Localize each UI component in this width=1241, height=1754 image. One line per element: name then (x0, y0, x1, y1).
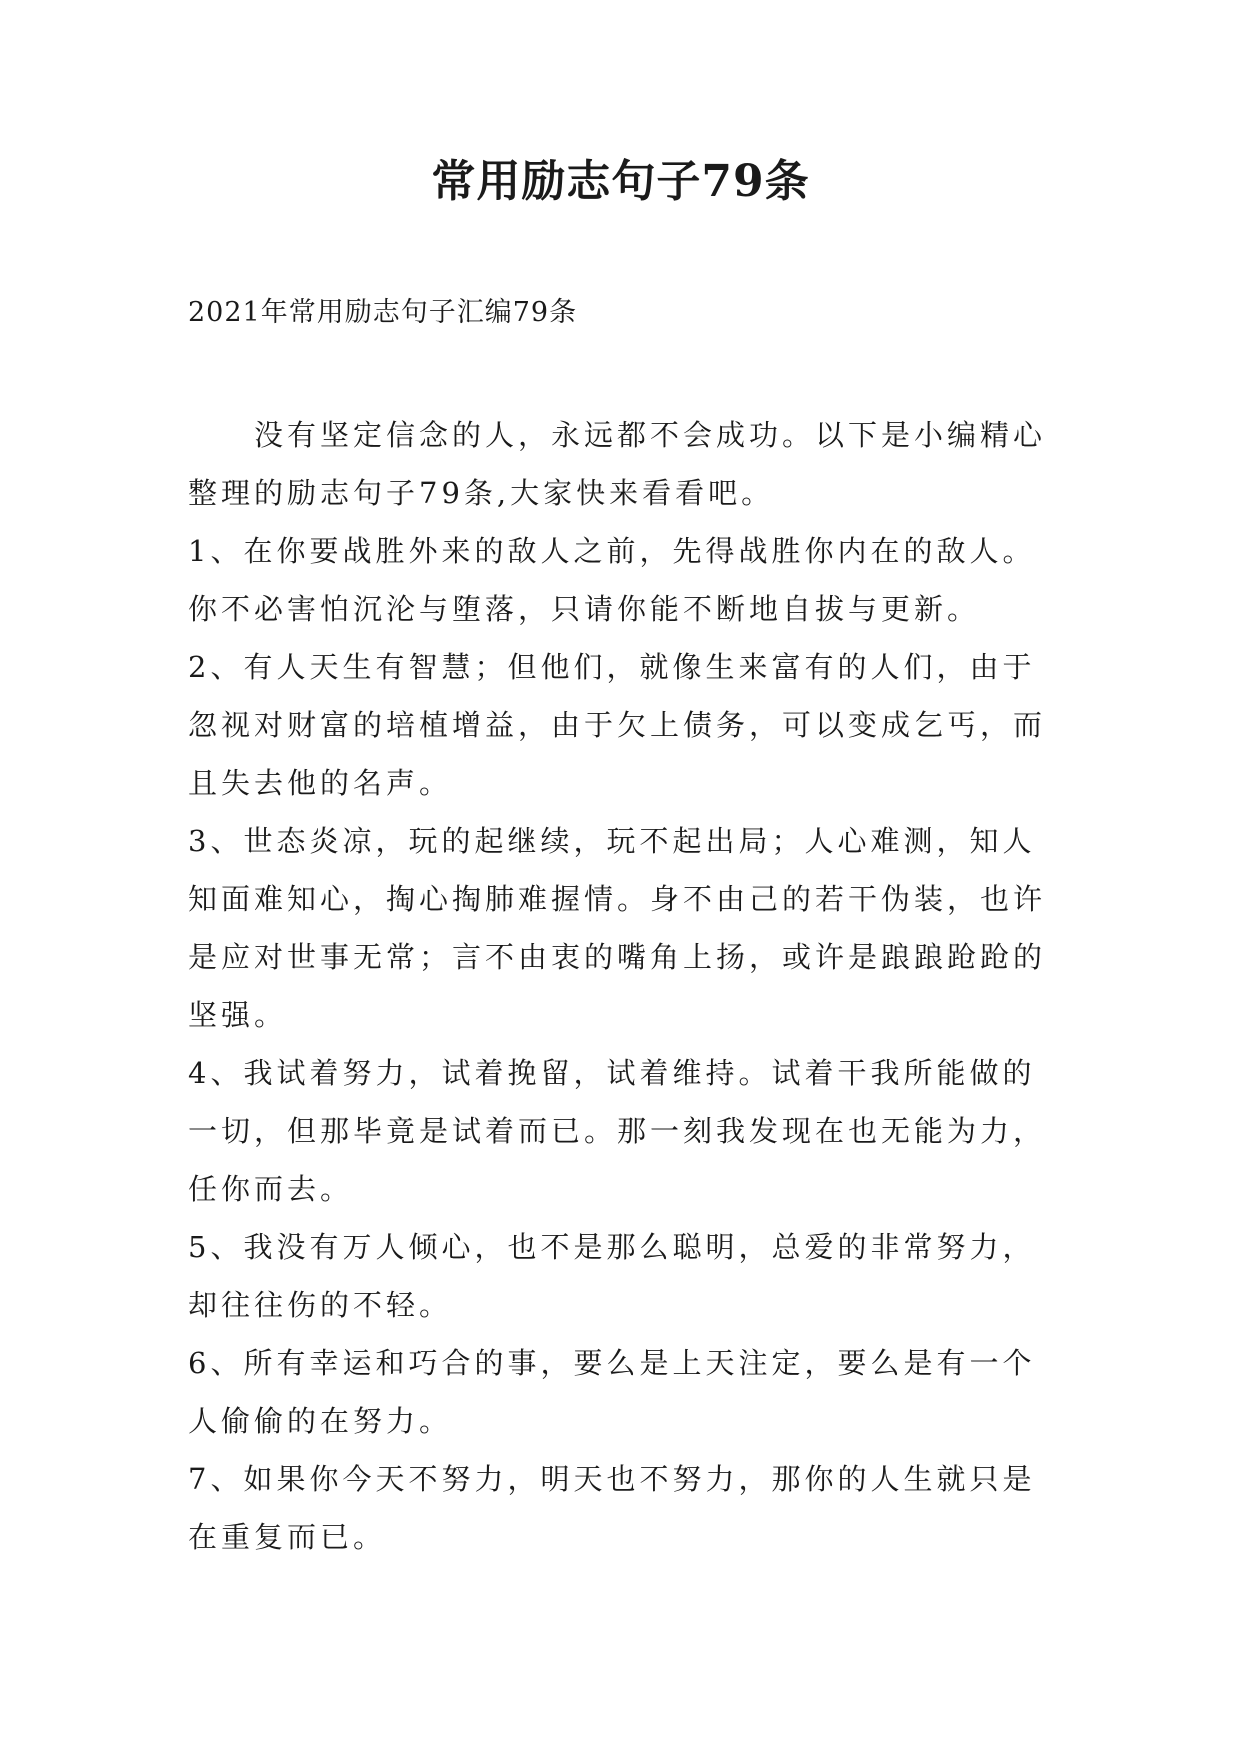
list-item: 1、在你要战胜外来的敌人之前，先得战胜你内在的敌人。你不必害怕沉沦与堕落，只请你能不断地自拔与更新。 (188, 534, 1036, 626)
list-item: 7、如果你今天不努力，明天也不努力，那你的人生就只是在重复而已。 (188, 1462, 1036, 1554)
document-title: 常用励志句子79条 (431, 156, 810, 207)
intro-paragraph: 没有坚定信念的人，永远都不会成功。以下是小编精心整理的励志句子79条,大家快来看看吧。 (188, 418, 1047, 510)
document-body (188, 406, 1058, 1566)
list-item: 6、所有幸运和巧合的事，要么是上天注定，要么是有一个人偷偷的在努力。 (188, 1346, 1036, 1438)
document-subtitle: 2021年常用励志句子汇编79条 (188, 297, 578, 328)
list-item: 5、我没有万人倾心，也不是那么聪明，总爱的非常努力，却往往伤的不轻。 (188, 1230, 1036, 1322)
list-item: 2、有人天生有智慧；但他们，就像生来富有的人们，由于忽视对财富的培植增益，由于欠上债务，可以变成乞丐，而且失去他的名声。 (188, 650, 1047, 800)
list-item: 3、世态炎凉，玩的起继续，玩不起出局；人心难测，知人知面难知心，掏心掏肺难握情。身不由己的若干伪装，也许是应对世事无常；言不由衷的嘴角上扬，或许是踉踉跄跄的坚强。 (188, 824, 1047, 1032)
list-item: 4、我试着努力，试着挽留，试着维持。试着干我所能做的一切，但那毕竟是试着而已。那一刻我发现在也无能为力，任你而去。 (188, 1056, 1047, 1206)
